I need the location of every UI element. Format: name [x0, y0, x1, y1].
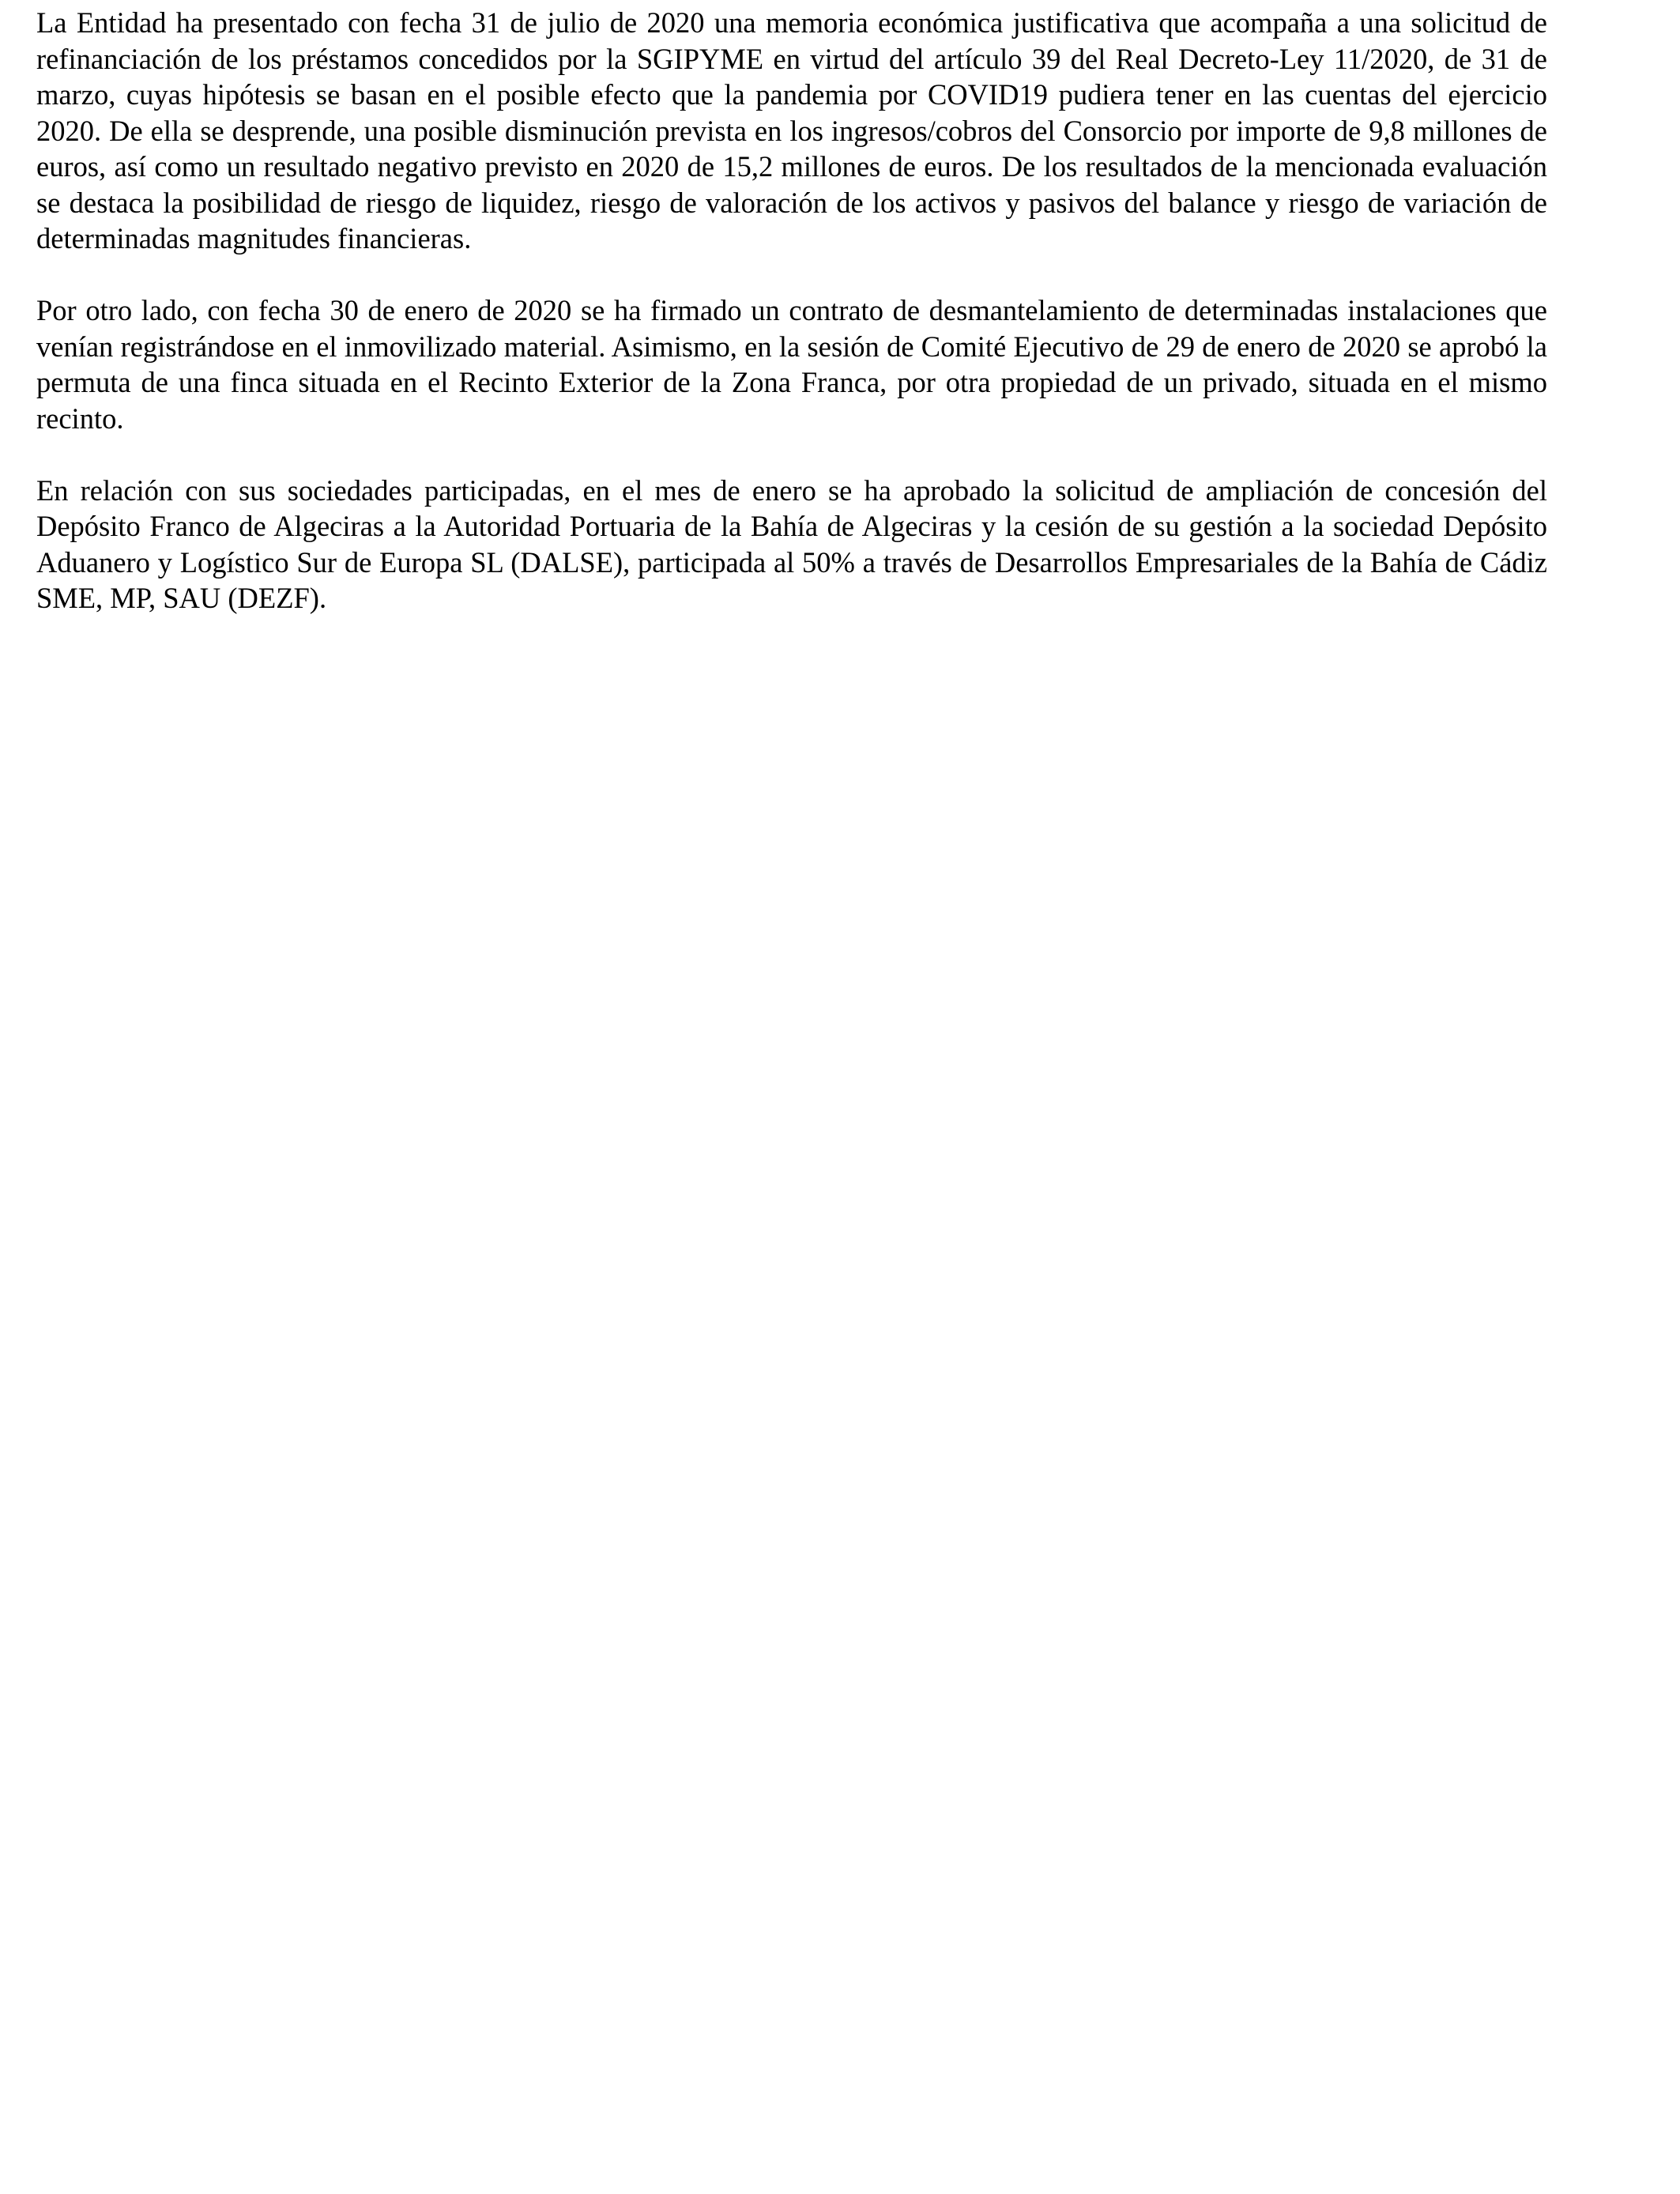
paragraph-refinanciacion: La Entidad ha presentado con fecha 31 de julio de 2020 una memoria económica justificativa que acompaña a una solicitud de refinanciación de los préstamos concedidos por la SGIPYME en virtud del artículo 39 del Real Decreto-Ley 11/2020, de 31 de marzo, cuyas hipótesis se basan en el posible efecto que la pandemia por COVID19 pudiera tener en las cuentas del ejercicio 2020. De ella se desprende, una posible disminución prevista en los ingresos/cobros del Consorcio por importe de 9,8 millones de euros, así como un resultado negativo previsto en 2020 de 15,2 millones de euros. De los resultados de la mencionada evaluación se destaca la posibilidad de riesgo de liquidez, riesgo de valoración de los activos y pasivos del balance y riesgo de variación de determinadas magnitudes financieras. [36, 6, 1547, 254]
paragraph-sociedades-participadas: En relación con sus sociedades participadas, en el mes de enero se ha aprobado la solicitud de ampliación de concesión del Depósito Franco de Algeciras a la Autoridad Portuaria de la Bahía de Algeciras y la cesión de su gestión a la sociedad Depósito Aduanero y Logístico Sur de Europa SL (DALSE), participada al 50% a través de Desarrollos Empresariales de la Bahía de Cádiz SME, MP, SAU (DEZF). [36, 473, 1547, 614]
paragraph-desmantelamiento: Por otro lado, con fecha 30 de enero de 2020 se ha firmado un contrato de desmantelamiento de determinadas instalaciones que venían registrándose en el inmovilizado material. Asimismo, en la sesión de Comité Ejecutivo de 29 de enero de 2020 se aprobó la permuta de una finca situada en el Recinto Exterior de la Zona Franca, por otra propiedad de un privado, situada en el mismo recinto. [36, 294, 1547, 435]
document-body [36, 5, 1547, 652]
